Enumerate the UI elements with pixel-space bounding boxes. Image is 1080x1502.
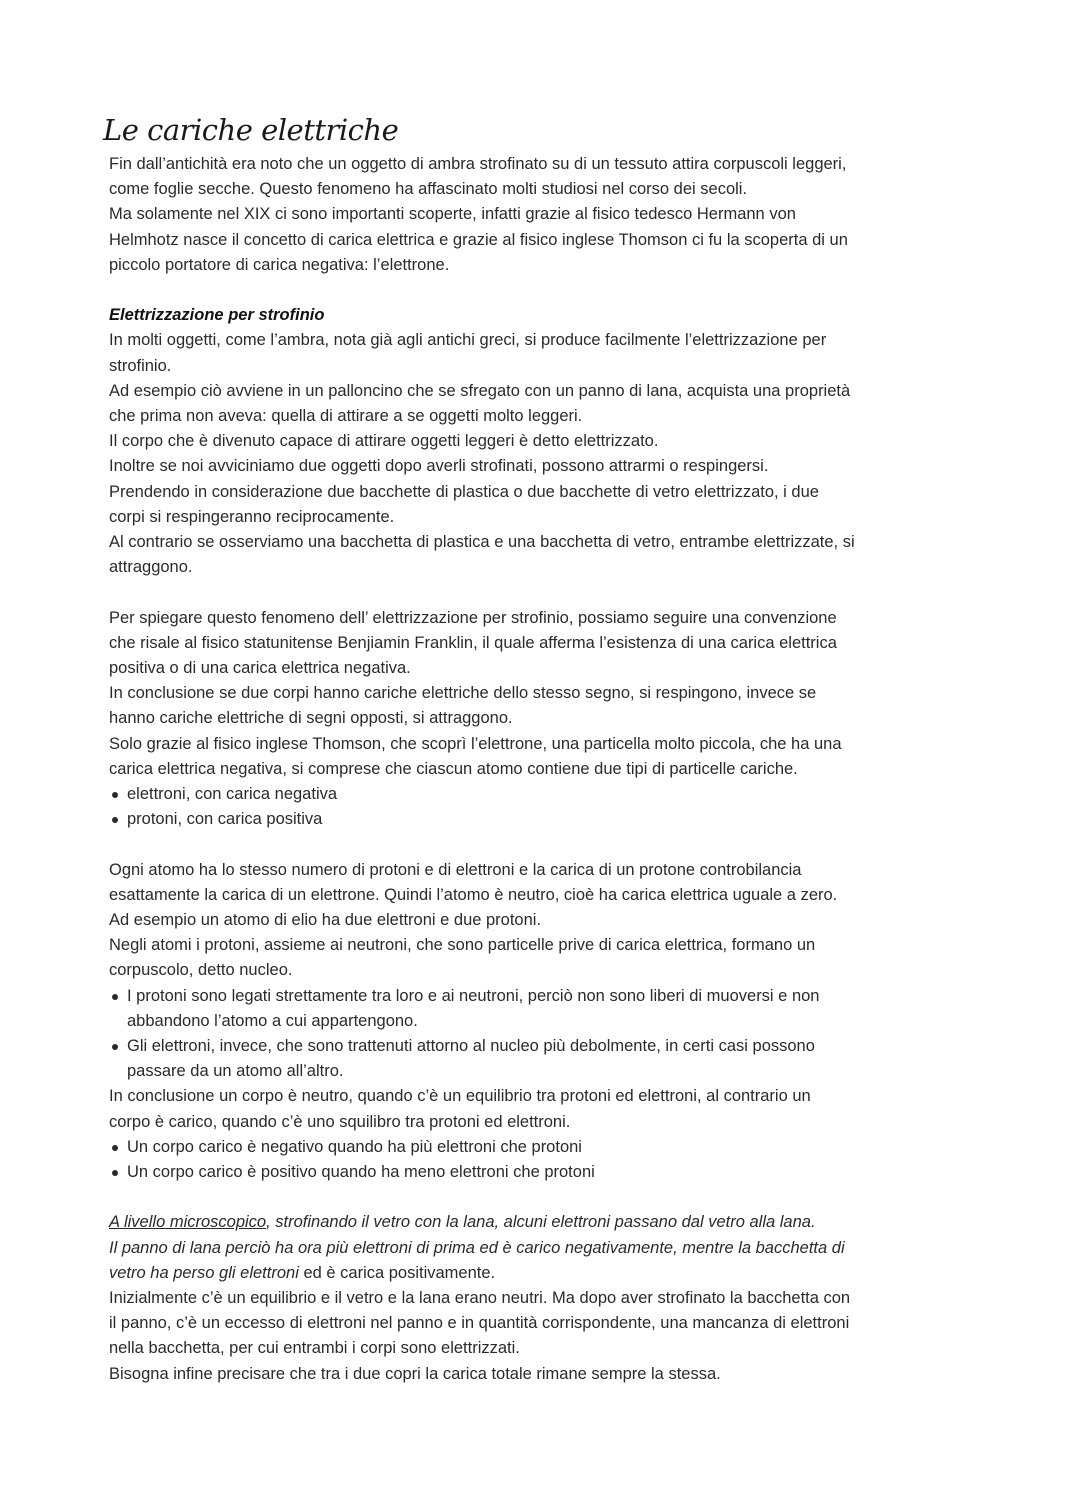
text-line: esattamente la carica di un elettrone. Quindi l’atomo è neutro, cioè ha carica elettrica uguale a zero. <box>109 885 838 904</box>
section-strofinio <box>109 303 979 580</box>
text-line: che risale al fisico statunitense Benjiamin Franklin, il quale afferma l’esistenza di una carica elettrica <box>109 633 837 652</box>
bullet-item: elettroni, con carica negativa <box>109 782 979 807</box>
text-line: corpo è carico, quando c’è uno squilibro tra protoni ed elettroni. <box>109 1112 571 1131</box>
document-page <box>103 110 979 1387</box>
text-line: Per spiegare questo fenomeno dell’ elettrizzazione per strofinio, possiamo seguire una convenzione <box>109 608 837 627</box>
bullet-item: protoni, con carica positiva <box>109 807 979 832</box>
bullet-item: Un corpo carico è negativo quando ha più elettroni che protoni <box>109 1135 979 1160</box>
section-convenzione <box>109 606 979 833</box>
text-line: come foglie secche. Questo fenomeno ha affascinato molti studiosi nel corso dei secoli. <box>109 180 748 199</box>
text-line: Ma solamente nel XIX ci sono importanti scoperte, infatti grazie al fisico tedesco Hermann von <box>109 205 796 224</box>
plain-text: ed è carica positivamente. <box>298 1263 496 1282</box>
bullet-continuation: passare da un atomo all’altro. <box>127 1062 344 1081</box>
spacer <box>109 1185 979 1210</box>
text-line: Al contrario se osserviamo una bacchetta di plastica e una bacchetta di vetro, entrambe elettrizzate, si <box>109 533 855 552</box>
text-line: nella bacchetta, per cui entrambi i corpi sono elettrizzati. <box>109 1339 520 1358</box>
bullet-item: I protoni sono legati strettamente tra loro e ai neutroni, perciò non sono liberi di muoversi e non <box>109 984 979 1009</box>
text-line: Negli atomi i protoni, assieme ai neutroni, che sono particelle prive di carica elettrica, formano un <box>109 936 816 955</box>
text-line: Ad esempio un atomo di elio ha due elettroni e due protoni. <box>109 911 542 930</box>
section-atomo <box>109 858 979 1186</box>
text-line: Ogni atomo ha lo stesso numero di protoni e di elettroni e la carica di un protone controbilancia <box>109 860 802 879</box>
text-line: carica elettrica negativa, si comprese che ciascun atomo contiene due tipi di particelle cariche. <box>109 759 798 778</box>
text-line: Il panno di lana perciò ha ora più elettroni di prima ed è carico negativamente, mentre la bacchetta di <box>109 1238 845 1257</box>
text-line: Inoltre se noi avviciniamo due oggetti dopo averli strofinati, possono attrarmi o respingersi. <box>109 457 769 476</box>
text-line: corpuscolo, detto nucleo. <box>109 961 293 980</box>
page-title: Le cariche elettriche <box>103 113 399 147</box>
spacer <box>109 580 979 605</box>
bullet-item: Gli elettroni, invece, che sono trattenuti attorno al nucleo più debolmente, in certi casi possono <box>109 1034 979 1059</box>
italic-text: vetro ha perso gli elettroni <box>109 1263 299 1282</box>
underlined-phrase: A livello microscopico <box>109 1213 267 1232</box>
section-heading: Elettrizzazione per strofinio <box>109 306 325 325</box>
text-line: che prima non aveva: quella di attirare a se oggetti molto leggeri. <box>109 407 583 426</box>
text-line: piccolo portatore di carica negativa: l’elettrone. <box>109 255 450 274</box>
text-line: positiva o di una carica elettrica negativa. <box>109 659 411 678</box>
text-line: il panno, c’è un eccesso di elettroni nel panno e in quantità corrispondente, una mancanza di elettroni <box>109 1314 850 1333</box>
text-line: Fin dall’antichità era noto che un oggetto di ambra strofinato su di un tessuto attira corpuscoli leggeri, <box>109 155 847 173</box>
text-line: Helmhotz nasce il concetto di carica elettrica e grazie al fisico inglese Thomson ci fu la scoperta di un <box>109 230 848 249</box>
text-line: attraggono. <box>109 558 193 577</box>
text-line: strofinio. <box>109 356 172 375</box>
spacer <box>109 832 979 857</box>
text-line <box>109 1210 979 1235</box>
text-line <box>109 1261 979 1286</box>
intro-paragraph <box>109 152 979 278</box>
bullet-continuation: abbandono l’atomo a cui appartengono. <box>127 1011 418 1030</box>
text-line: corpi si respingeranno reciprocamente. <box>109 507 395 526</box>
text-line: Il corpo che è divenuto capace di attirare oggetti leggeri è detto elettrizzato. <box>109 432 659 451</box>
text-line: In conclusione se due corpi hanno cariche elettriche dello stesso segno, si respingono, invece se <box>109 684 817 703</box>
text-line: In conclusione un corpo è neutro, quando c’è un equilibrio tra protoni ed elettroni, al contrario un <box>109 1087 811 1106</box>
bullet-item: Un corpo carico è positivo quando ha meno elettroni che protoni <box>109 1160 979 1185</box>
text-line: Solo grazie al fisico inglese Thomson, che scoprì l’elettrone, una particella molto piccola, che ha una <box>109 734 842 753</box>
text-line: Inizialmente c’è un equilibrio e il vetro e la lana erano neutri. Ma dopo aver strofinato la bacchetta con <box>109 1289 851 1308</box>
spacer <box>109 278 979 303</box>
text-line: Bisogna infine precisare che tra i due copri la carica totale rimane sempre la stessa. <box>109 1364 721 1383</box>
text-line: Ad esempio ciò avviene in un palloncino che se sfregato con un panno di lana, acquista una proprietà <box>109 381 851 400</box>
text-line: Prendendo in considerazione due bacchette di plastica o due bacchette di vetro elettrizzato, i due <box>109 482 819 501</box>
text-line: hanno cariche elettriche di segni opposti, si attraggono. <box>109 709 513 728</box>
section-microscopico <box>109 1210 979 1386</box>
text-line: In molti oggetti, come l’ambra, nota già agli antichi greci, si produce facilmente l’elettrizzazione per <box>109 331 827 350</box>
italic-text: , strofinando il vetro con la lana, alcuni elettroni passano dal vetro alla lana. <box>266 1213 816 1232</box>
